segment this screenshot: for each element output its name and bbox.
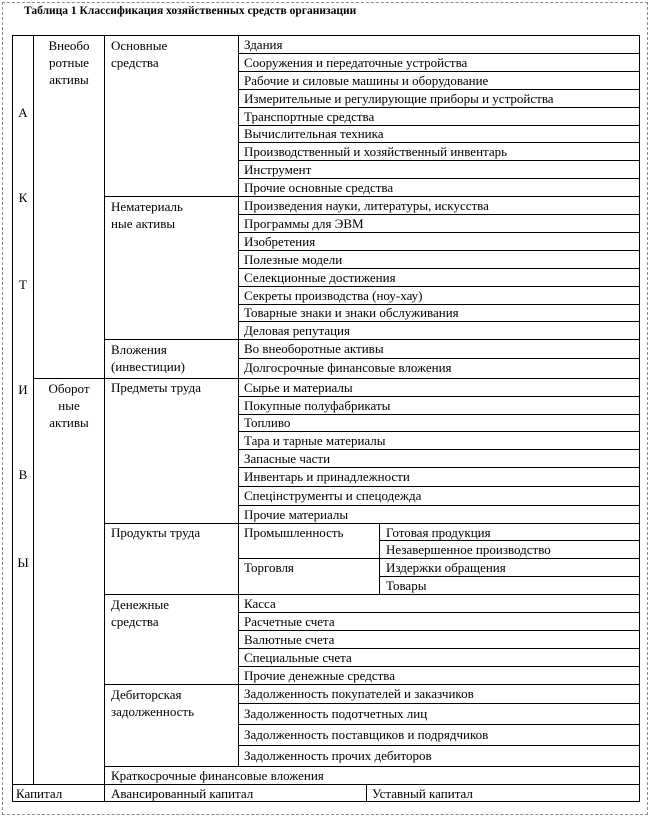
table-cell-item: Издержки обращения: [386, 560, 506, 575]
table-cell-item: Во внеоборотные активы: [244, 341, 384, 356]
group-label-debitorskaya: Дебиторская задолженность: [111, 687, 195, 719]
table-cell-item: Долгосрочные финансовые вложения: [244, 360, 452, 375]
subgroup-label-promyshlennost: Промышленность: [244, 525, 344, 540]
table-cell-item: Валютные счета: [244, 632, 335, 647]
table-cell-item: Задолженность поставщиков и подрядчиков: [244, 727, 489, 742]
table-cell-kratkosrochnye: Краткосрочные финансовые вложения: [111, 768, 324, 783]
table-cell-item: Специальные счета: [244, 650, 352, 665]
table-cell-item: Секреты производства (ноу-хау): [244, 288, 423, 303]
table-cell-item: Задолженность прочих дебиторов: [244, 748, 432, 763]
table-cell-item: Прочие основные средства: [244, 180, 394, 195]
table-cell-item: Товарные знаки и знаки обслуживания: [244, 305, 459, 320]
table-cell-item: Измерительные и регулирующие приборы и устройства: [244, 91, 554, 106]
vneoborotnye-title: Внеобо ротные активы: [48, 38, 90, 87]
table-cell-item: Прочие денежные средства: [244, 668, 396, 683]
table-cell-item: Рабочие и силовые машины и оборудование: [244, 73, 489, 88]
table-cell-item: Вычислительная техника: [244, 126, 384, 141]
table-cell-item: Спецінструменты и спецодежда: [244, 488, 422, 503]
table-cell-item: Программы для ЭВМ: [244, 216, 364, 231]
table-cell-item: Тара и тарные материалы: [244, 433, 386, 448]
table-cell-item: Инструмент: [244, 162, 312, 177]
kapital-ustavnyi: Уставный капитал: [372, 786, 473, 801]
kapital-avansirovannyi: Авансированный капитал: [111, 786, 254, 801]
table-cell-item: Задолженность подотчетных лиц: [244, 706, 428, 721]
subgroup-label-torgovlya: Торговля: [244, 560, 294, 575]
table-cell-item: Незавершенное производство: [386, 542, 551, 557]
table-cell-item: Здания: [244, 37, 283, 52]
table-cell-item: Задолженность покупателей и заказчиков: [244, 686, 474, 701]
table-cell-item: Деловая репутация: [244, 323, 350, 338]
table-caption: Таблица 1 Классификация хозяйственных средств организации: [24, 5, 357, 17]
group-label-nematerialnye: Нематериаль ные активы: [111, 199, 183, 231]
aktivy-letter: К: [18, 190, 28, 205]
table-cell-item: Производственный и хозяйственный инвентарь: [244, 144, 508, 159]
group-label-produkty: Продукты труда: [111, 525, 201, 540]
aktivy-letter: А: [18, 105, 28, 120]
aktivy-letter: И: [18, 382, 28, 397]
kapital-label: Капитал: [16, 786, 63, 801]
table-cell-item: Покупные полуфабрикаты: [244, 398, 391, 413]
group-label-denezhnye: Денежные средства: [111, 597, 169, 629]
table-cell-item: Произведения науки, литературы, искусства: [244, 198, 489, 213]
group-label-vlozheniya: Вложения (инвестиции): [111, 342, 186, 374]
aktivy-letter: Ы: [17, 555, 29, 570]
aktivy-letter: Т: [19, 277, 27, 292]
table-cell-item: Прочие материалы: [244, 507, 349, 522]
table-cell-item: Сырье и материалы: [244, 380, 353, 395]
table-cell-item: Товары: [386, 578, 427, 593]
table-cell-item: Инвентарь и принадлежности: [244, 469, 410, 484]
table-cell-item: Транспортные средства: [244, 109, 375, 124]
group-label-osnovnye: Основные средства: [111, 38, 168, 70]
table-cell-item: Селекционные достижения: [244, 270, 396, 285]
aktivy-letter: В: [18, 467, 28, 482]
table-cell-item: Изобретения: [244, 234, 316, 249]
table-cell-item: Топливо: [244, 415, 291, 430]
table-cell-item: Сооружения и передаточные устройства: [244, 55, 468, 70]
table-cell-item: Запасные части: [244, 451, 331, 466]
table-cell-item: Касса: [244, 596, 276, 611]
table-cell-item: Расчетные счета: [244, 614, 335, 629]
table-cell-item: Полезные модели: [244, 252, 343, 267]
oborotnye-title: Оборот ные активы: [48, 381, 90, 430]
group-label-predmety: Предметы труда: [111, 380, 201, 395]
table-cell-item: Готовая продукция: [386, 525, 491, 540]
